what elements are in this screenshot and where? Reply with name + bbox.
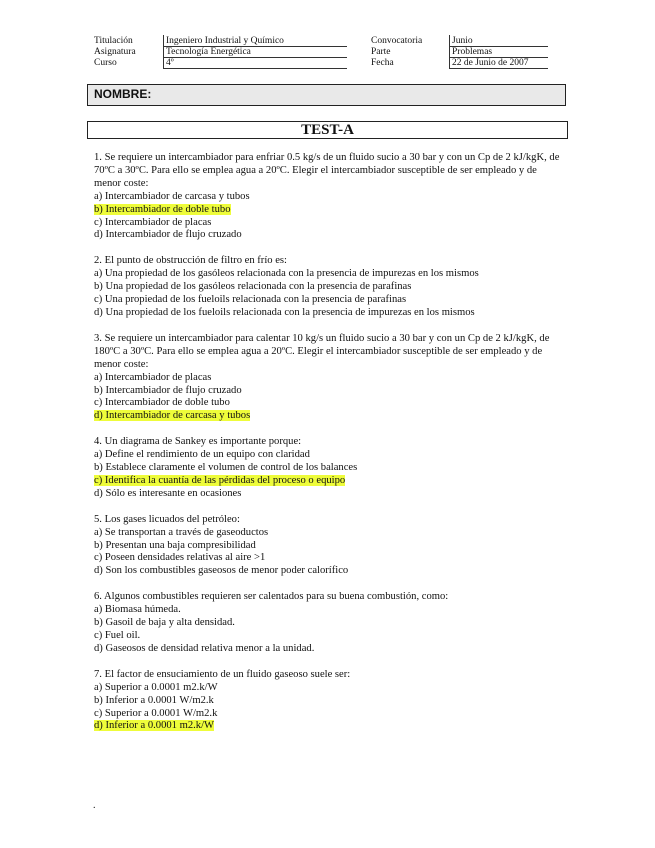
question-4 [94, 436, 566, 501]
highlighted-answer: c) Identifica la cuantía de las pérdidas del proceso o equipo [94, 474, 346, 486]
question-3 [94, 333, 566, 423]
answer-text: b) Intercambiador de flujo cruzado [94, 384, 242, 396]
answer-option[interactable] [94, 708, 566, 721]
header-value-titulacion: Ingeniero Industrial y Químico [166, 36, 284, 46]
answer-option[interactable] [94, 720, 566, 733]
answer-option[interactable] [94, 372, 566, 385]
answer-option[interactable] [94, 565, 566, 578]
answer-text: a) Se transportan a través de gaseoductos [94, 526, 269, 538]
question-stem: 7. El factor de ensuciamiento de un fluido gaseoso suele ser: [94, 668, 351, 680]
answer-option[interactable] [94, 385, 566, 398]
answer-text: c) Superior a 0.0001 W/m2.k [94, 707, 218, 719]
header-right-labels [371, 36, 422, 69]
answer-option[interactable] [94, 682, 566, 695]
answer-option[interactable] [94, 307, 566, 320]
answer-option[interactable] [94, 268, 566, 281]
answer-text: a) Intercambiador de placas [94, 371, 212, 383]
highlighted-answer: d) Intercambiador de carcasa y tubos [94, 410, 251, 422]
answer-text: c) Intercambiador de placas [94, 216, 212, 228]
answer-option[interactable] [94, 540, 566, 553]
answer-text: a) Intercambiador de carcasa y tubos [94, 190, 250, 202]
answer-text: c) Poseen densidades relativas al aire >1 [94, 552, 266, 564]
header-value-curso: 4º [166, 58, 174, 68]
header-left-values [166, 36, 284, 69]
answer-option[interactable] [94, 552, 566, 565]
header-rule [163, 46, 347, 47]
answer-text: a) Define el rendimiento de un equipo con claridad [94, 449, 310, 461]
answer-option[interactable] [94, 604, 566, 617]
header-label: Curso [94, 58, 117, 68]
test-title: TEST-A [87, 121, 568, 139]
answer-text: d) Intercambiador de flujo cruzado [94, 229, 242, 241]
answer-option[interactable] [94, 410, 566, 423]
answer-option[interactable] [94, 462, 566, 475]
header-left-labels [94, 36, 136, 69]
header-rule [449, 46, 548, 47]
header-label: Parte [371, 47, 391, 57]
header-right-values [452, 36, 529, 69]
answer-option[interactable] [94, 617, 566, 630]
answer-option[interactable] [94, 294, 566, 307]
header-label: Titulación [94, 36, 133, 46]
question-stem: 5. Los gases licuados del petróleo: [94, 513, 240, 525]
answer-text: d) Gaseosos de densidad relativa menor a la unidad. [94, 642, 315, 654]
answer-option[interactable] [94, 191, 566, 204]
answer-text: b) Presentan una baja compresibilidad [94, 539, 256, 551]
answer-text: d) Una propiedad de los fueloils relacionada con la presencia de impurezas en los mismos [94, 306, 475, 318]
nombre-field[interactable] [87, 84, 566, 106]
header-label: Fecha [371, 58, 394, 68]
answer-text: a) Una propiedad de los gasóleos relacionada con la presencia de impurezas en los mismos [94, 268, 479, 280]
answer-option[interactable] [94, 217, 566, 230]
nombre-label: NOMBRE: [94, 87, 152, 101]
answer-text: d) Sólo es interesante en ocasiones [94, 487, 242, 499]
question-stem: 2. El punto de obstrucción de filtro en frío es: [94, 255, 287, 267]
question-stem: 1. Se requiere un intercambiador para enfriar 0.5 kg/s de un fluido sucio a 30 bar y con un Cp de 2 kJ/kgK, de 70ºC a 30ºC. Para ello se emplea agua a 20ºC. Elegir el intercambiador susceptible de ser empleado y de menor coste: [94, 152, 560, 189]
answer-text: d) Son los combustibles gaseosos de menor poder calorífico [94, 565, 349, 577]
footer-mark: . [93, 800, 96, 811]
header-rule [163, 57, 347, 58]
answer-text: c) Fuel oil. [94, 630, 141, 641]
answer-text: a) Biomasa húmeda. [94, 604, 181, 616]
header-label: Convocatoria [371, 36, 423, 46]
answer-text: b) Establece claramente el volumen de control de los balances [94, 462, 358, 474]
header-rule [449, 57, 548, 58]
question-5 [94, 514, 566, 579]
highlighted-answer: d) Inferior a 0.0001 m2.k/W [94, 720, 215, 732]
questions-list [94, 152, 566, 746]
answer-option[interactable] [94, 204, 566, 217]
answer-option[interactable] [94, 229, 566, 242]
highlighted-answer: b) Intercambiador de doble tubo [94, 203, 231, 215]
answer-option[interactable] [94, 643, 566, 656]
answer-option[interactable] [94, 527, 566, 540]
answer-option[interactable] [94, 695, 566, 708]
answer-text: c) Intercambiador de doble tubo [94, 397, 230, 409]
header-label: Asignatura [94, 47, 136, 57]
answer-option[interactable] [94, 281, 566, 294]
header-value-convocatoria: Junio [452, 36, 473, 46]
answer-option[interactable] [94, 488, 566, 501]
header-rule [449, 68, 548, 69]
question-7 [94, 669, 566, 734]
question-2 [94, 255, 566, 320]
header-rule [163, 68, 347, 69]
answer-text: b) Gasoil de baja y alta densidad. [94, 617, 235, 629]
header-divider [449, 35, 450, 69]
answer-text: c) Una propiedad de los fueloils relacionada con la presencia de parafinas [94, 294, 407, 306]
answer-text: b) Una propiedad de los gasóleos relacionada con la presencia de parafinas [94, 281, 412, 293]
question-stem: 6. Algunos combustibles requieren ser calentados para su buena combustión, como: [94, 591, 449, 603]
question-6 [94, 591, 566, 656]
question-1 [94, 152, 566, 242]
question-stem: 4. Un diagrama de Sankey es importante porque: [94, 436, 302, 448]
answer-option[interactable] [94, 475, 566, 488]
header-divider [163, 35, 164, 69]
answer-text: b) Inferior a 0.0001 W/m2.k [94, 694, 214, 706]
question-stem: 3. Se requiere un intercambiador para calentar 10 kg/s un fluido sucio a 30 bar y con un Cp de 2 kJ/kgK, de 180ºC a 30ºC. Para ello se emplea agua a 20ºC. Elegir el intercambiador susceptible de ser empleado y de menor coste: [94, 332, 550, 370]
header-value-asignatura: Tecnología Energética [166, 47, 251, 57]
answer-option[interactable] [94, 630, 566, 643]
header-value-parte: Problemas [452, 47, 493, 57]
answer-option[interactable] [94, 449, 566, 462]
answer-option[interactable] [94, 397, 566, 410]
answer-text: a) Superior a 0.0001 m2.k/W [94, 681, 218, 693]
header-value-fecha: 22 de Junio de 2007 [452, 58, 529, 68]
